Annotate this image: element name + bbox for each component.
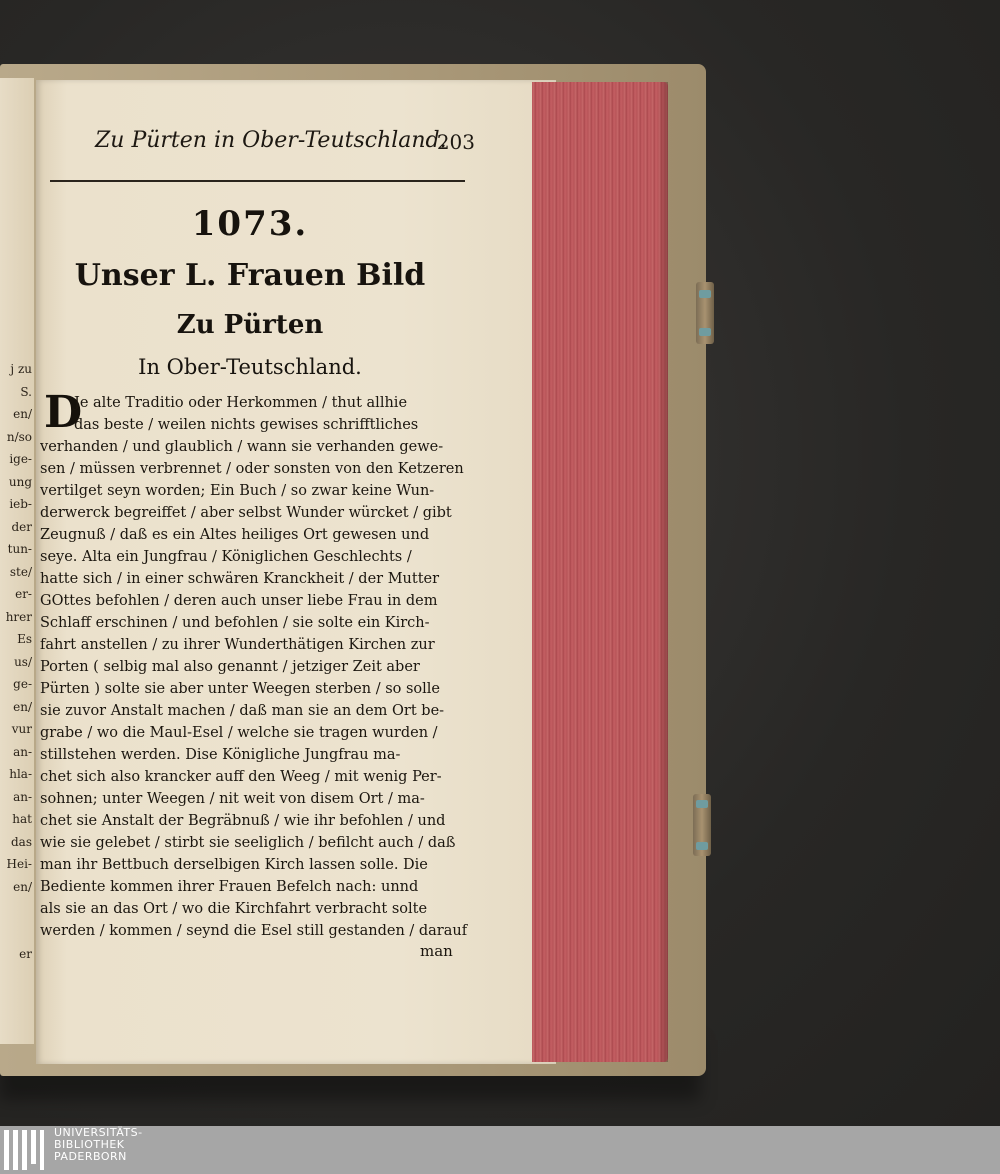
text-line: Je alte Traditio oder Herkommen / thut allhie: [74, 395, 408, 411]
left-page-fragment: j zu: [10, 362, 32, 376]
left-page-fragment: der: [11, 519, 32, 534]
left-page-fragment: er: [19, 947, 32, 961]
text-line: chet sich also krancker auff den Weeg / mit wenig Per-: [40, 769, 442, 785]
heading-line-1: Unser L. Frauen Bild: [74, 258, 426, 293]
text-line: hatte sich / in einer schwären Kranckheit / der Mutter: [40, 571, 440, 587]
drop-cap-initial: D: [44, 387, 83, 438]
library-logo-text: UNIVERSITÄTS- BIBLIOTHEK PADERBORN: [54, 1126, 143, 1163]
left-page-edge: [0, 78, 34, 1044]
left-page-fragment: ge-: [13, 677, 32, 691]
left-page-fragment: tun-: [7, 542, 32, 556]
left-page-fragment: n/so: [6, 429, 32, 444]
left-page-fragment: an-: [13, 789, 32, 804]
left-page-fragment: en/: [13, 407, 32, 421]
entry-number: 1073.: [191, 204, 309, 244]
upper-clasp: [696, 282, 714, 344]
text-line: werden / kommen / seynd die Esel still gestanden / darauf: [40, 923, 468, 939]
left-page-fragment: hrer: [5, 609, 32, 624]
text-line: seye. Alta ein Jungfrau / Königlichen Geschlechts /: [40, 549, 412, 565]
text-line: GOttes befohlen / deren auch unser liebe Frau in dem: [40, 593, 438, 609]
text-line: Pürten ) solte sie aber unter Weegen sterben / so solle: [40, 681, 441, 697]
text-line: Bediente kommen ihrer Frauen Befelch nach: unnd: [40, 879, 419, 895]
left-page-fragment: ste/: [9, 564, 32, 579]
left-page-fragment: hat: [12, 812, 32, 826]
running-header: [95, 128, 475, 164]
text-line: sohnen; unter Weegen / nit weit von disem Ort / ma-: [40, 791, 425, 807]
page-edges-red: [532, 82, 668, 1062]
left-page-fragment: us/: [14, 654, 32, 669]
heading-line-2: Zu Pürten: [176, 310, 324, 340]
running-title: Zu Pürten in Ober-Teutschland.: [95, 128, 447, 153]
text-line: sie zuvor Anstalt machen / daß man sie an dem Ort be-: [40, 703, 445, 719]
left-page-fragment: er-: [15, 587, 32, 601]
left-page-fragment: ieb-: [9, 497, 32, 511]
text-line: Porten ( selbig mal also genannt / jetziger Zeit aber: [40, 659, 420, 675]
footer-bar: [0, 1126, 1000, 1174]
left-page-fragment: ige-: [9, 452, 32, 466]
text-line: sen / müssen verbrennet / oder sonsten von den Ketzeren: [40, 461, 464, 477]
text-line: chet sie Anstalt der Begräbnuß / wie ihr befohlen / und: [40, 813, 446, 829]
left-page-fragment: vur: [11, 722, 32, 736]
text-line: man ihr Bettbuch derselbigen Kirch lassen solle. Die: [40, 857, 428, 873]
library-logo-icon: [4, 1130, 48, 1170]
text-line: derwerck begreiffet / aber selbst Wunder würcket / gibt: [40, 505, 452, 521]
page-number: 203: [436, 130, 475, 154]
body-text: [40, 387, 470, 942]
left-page-fragment: hla-: [9, 767, 32, 781]
left-page-fragment: Hei-: [6, 857, 32, 871]
text-line: vertilget seyn worden; Ein Buch / so zwar keine Wun-: [40, 483, 435, 499]
text-line: das beste / weilen nichts gewises schrifftliches: [74, 417, 419, 433]
left-page-fragment: Es: [17, 632, 32, 646]
text-line: als sie an das Ort / wo die Kirchfahrt verbracht solte: [40, 901, 428, 917]
left-page-fragment: en/: [13, 879, 32, 894]
text-line: Zeugnuß / daß es ein Altes heiliges Ort gewesen und: [40, 527, 430, 543]
text-line: grabe / wo die Maul-Esel / welche sie tragen wurden /: [40, 725, 438, 741]
text-line: wie sie gelebet / stirbt sie seeliglich / befilcht auch / daß: [40, 835, 456, 851]
text-line: verhanden / und glaublich / wann sie verhanden gewe-: [40, 439, 444, 455]
text-line: stillstehen werden. Dise Königliche Jungfrau ma-: [40, 747, 401, 763]
heading-line-3: In Ober-Teutschland.: [138, 355, 362, 379]
text-line: Schlaff erschinen / und befohlen / sie solte ein Kirch-: [40, 615, 430, 631]
left-page-fragment: das: [11, 834, 32, 849]
catchword: man: [420, 942, 453, 960]
left-page-fragment: en/: [13, 699, 32, 714]
lower-clasp: [693, 794, 711, 856]
left-page-fragment: S.: [20, 384, 32, 399]
left-page-fragment: an-: [13, 744, 32, 759]
left-page-fragment: ung: [8, 474, 32, 489]
text-line: fahrt anstellen / zu ihrer Wunderthätigen Kirchen zur: [40, 637, 435, 653]
header-rule: [50, 180, 465, 182]
